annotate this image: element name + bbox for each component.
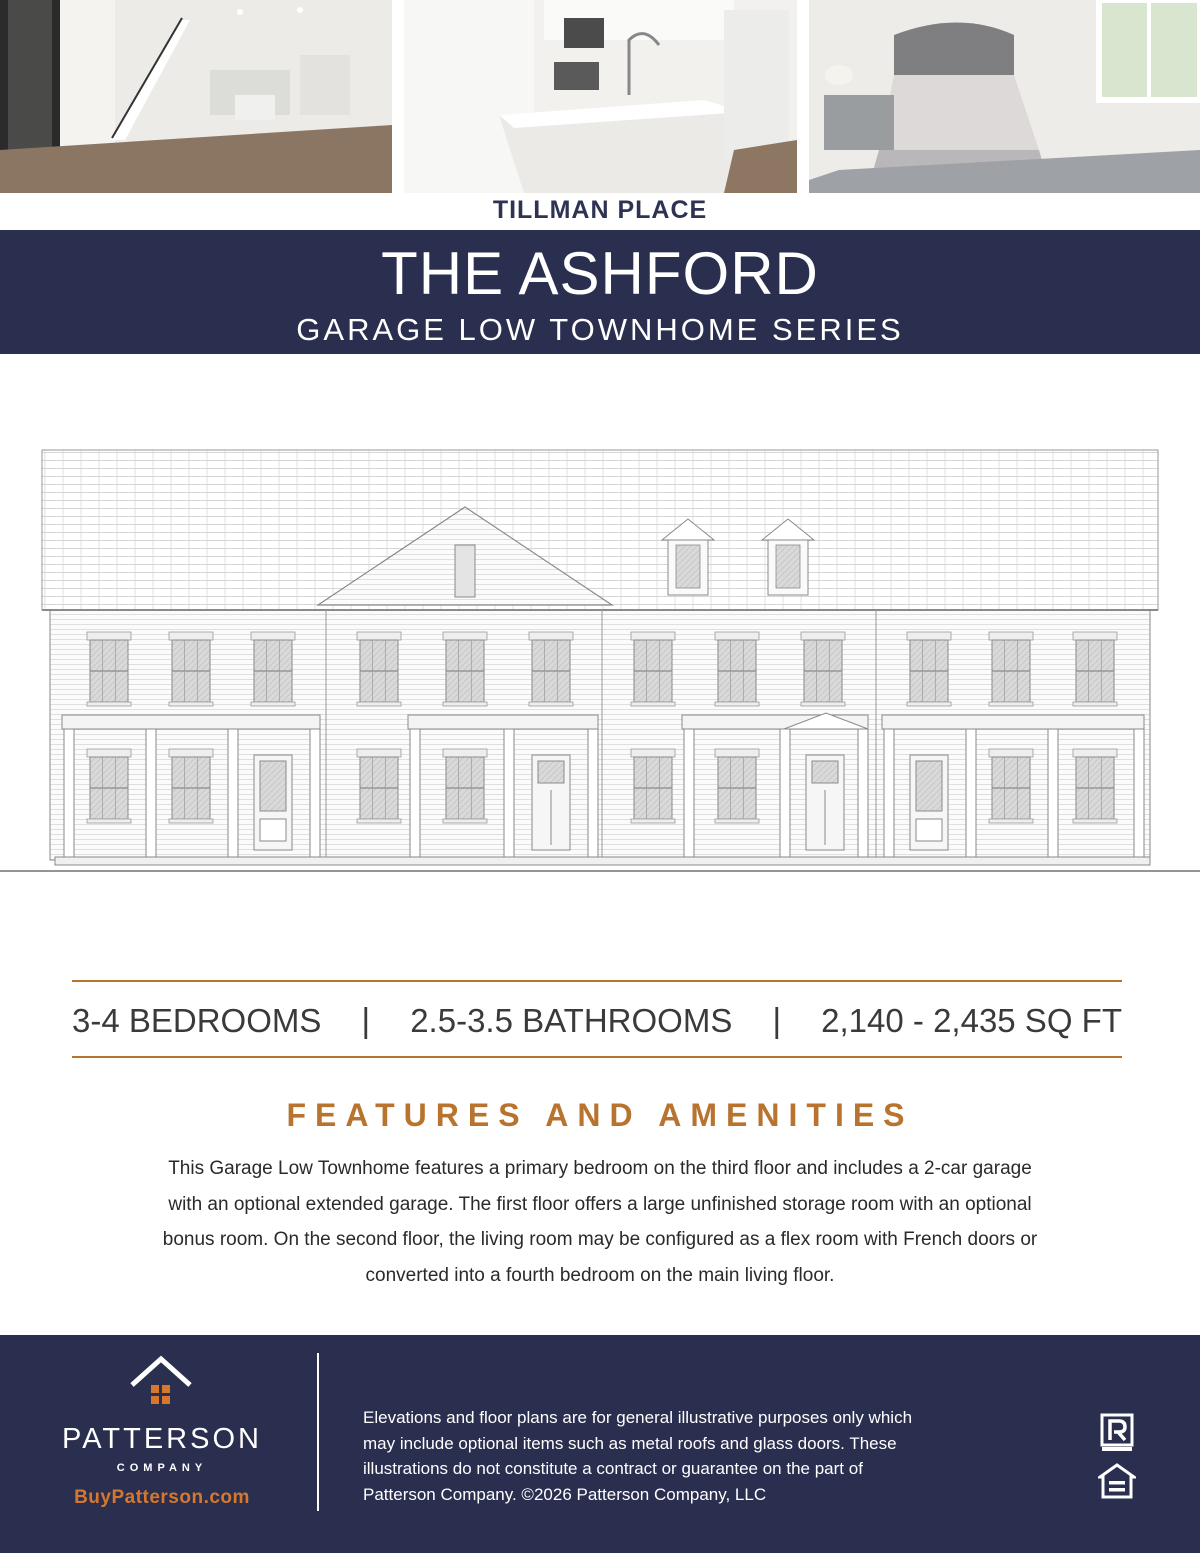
- description-line: This Garage Low Townhome features a primary bedroom on the third floor and includes a 2-car garage: [168, 1158, 1032, 1179]
- specs-bottom-rule: [72, 1056, 1122, 1058]
- sqft-spec: 2,140 - 2,435 SQ FT: [821, 1002, 1122, 1039]
- disclaimer-line: Patterson Company. ©2026 Patterson Company, LLC: [363, 1484, 767, 1504]
- disclaimer: [363, 1405, 1053, 1507]
- interior-entry-stairs-photo: [0, 0, 392, 193]
- spec-separator: |: [361, 1001, 371, 1040]
- house-roof-icon: [128, 1355, 194, 1411]
- photo-strip: [0, 0, 1200, 193]
- description-line: with an optional extended garage. The first floor offers a large unfinished storage room with an optional: [168, 1193, 1032, 1215]
- specs-row: [72, 998, 1122, 1044]
- description-line: bonus room. On the second floor, the living room may be configured as a flex room with French doors or: [162, 1229, 1038, 1250]
- brand-website-link[interactable]: BuyPatterson.com: [74, 1487, 250, 1508]
- bedrooms-spec: 3-4 BEDROOMS: [72, 1002, 322, 1039]
- features-description: [80, 1151, 1120, 1293]
- plan-series: GARAGE LOW TOWNHOME SERIES: [296, 312, 904, 347]
- spec-separator: |: [772, 1001, 782, 1040]
- bathrooms-spec: 2.5-3.5 BATHROOMS: [410, 1002, 733, 1039]
- plan-name: THE ASHFORD: [381, 240, 819, 307]
- disclaimer-line: illustrations do not constitute a contract or guarantee on the part of: [363, 1459, 863, 1478]
- brand-subtitle: COMPANY: [116, 1462, 208, 1474]
- disclaimer-line: may include optional items such as metal roofs and glass doors. These: [363, 1433, 897, 1453]
- features-heading: FEATURES AND AMENITIES: [286, 1097, 914, 1133]
- bedroom-photo: [809, 0, 1200, 193]
- disclaimer-line: Elevations and floor plans are for general illustrative purposes only which: [363, 1408, 913, 1427]
- equal-housing-icon: [1098, 1463, 1136, 1501]
- description-line: converted into a fourth bedroom on the main living floor.: [365, 1264, 835, 1286]
- front-elevation-drawing: [0, 445, 1200, 875]
- specs-top-rule: [72, 980, 1122, 982]
- kitchen-photo: [404, 0, 797, 193]
- brand-name: PATTERSON: [62, 1423, 262, 1455]
- title-banner: [0, 230, 1200, 354]
- community-name: TILLMAN PLACE: [492, 196, 708, 224]
- footer: [0, 1335, 1200, 1553]
- realtor-icon: [1100, 1413, 1134, 1453]
- footer-divider: [317, 1353, 319, 1511]
